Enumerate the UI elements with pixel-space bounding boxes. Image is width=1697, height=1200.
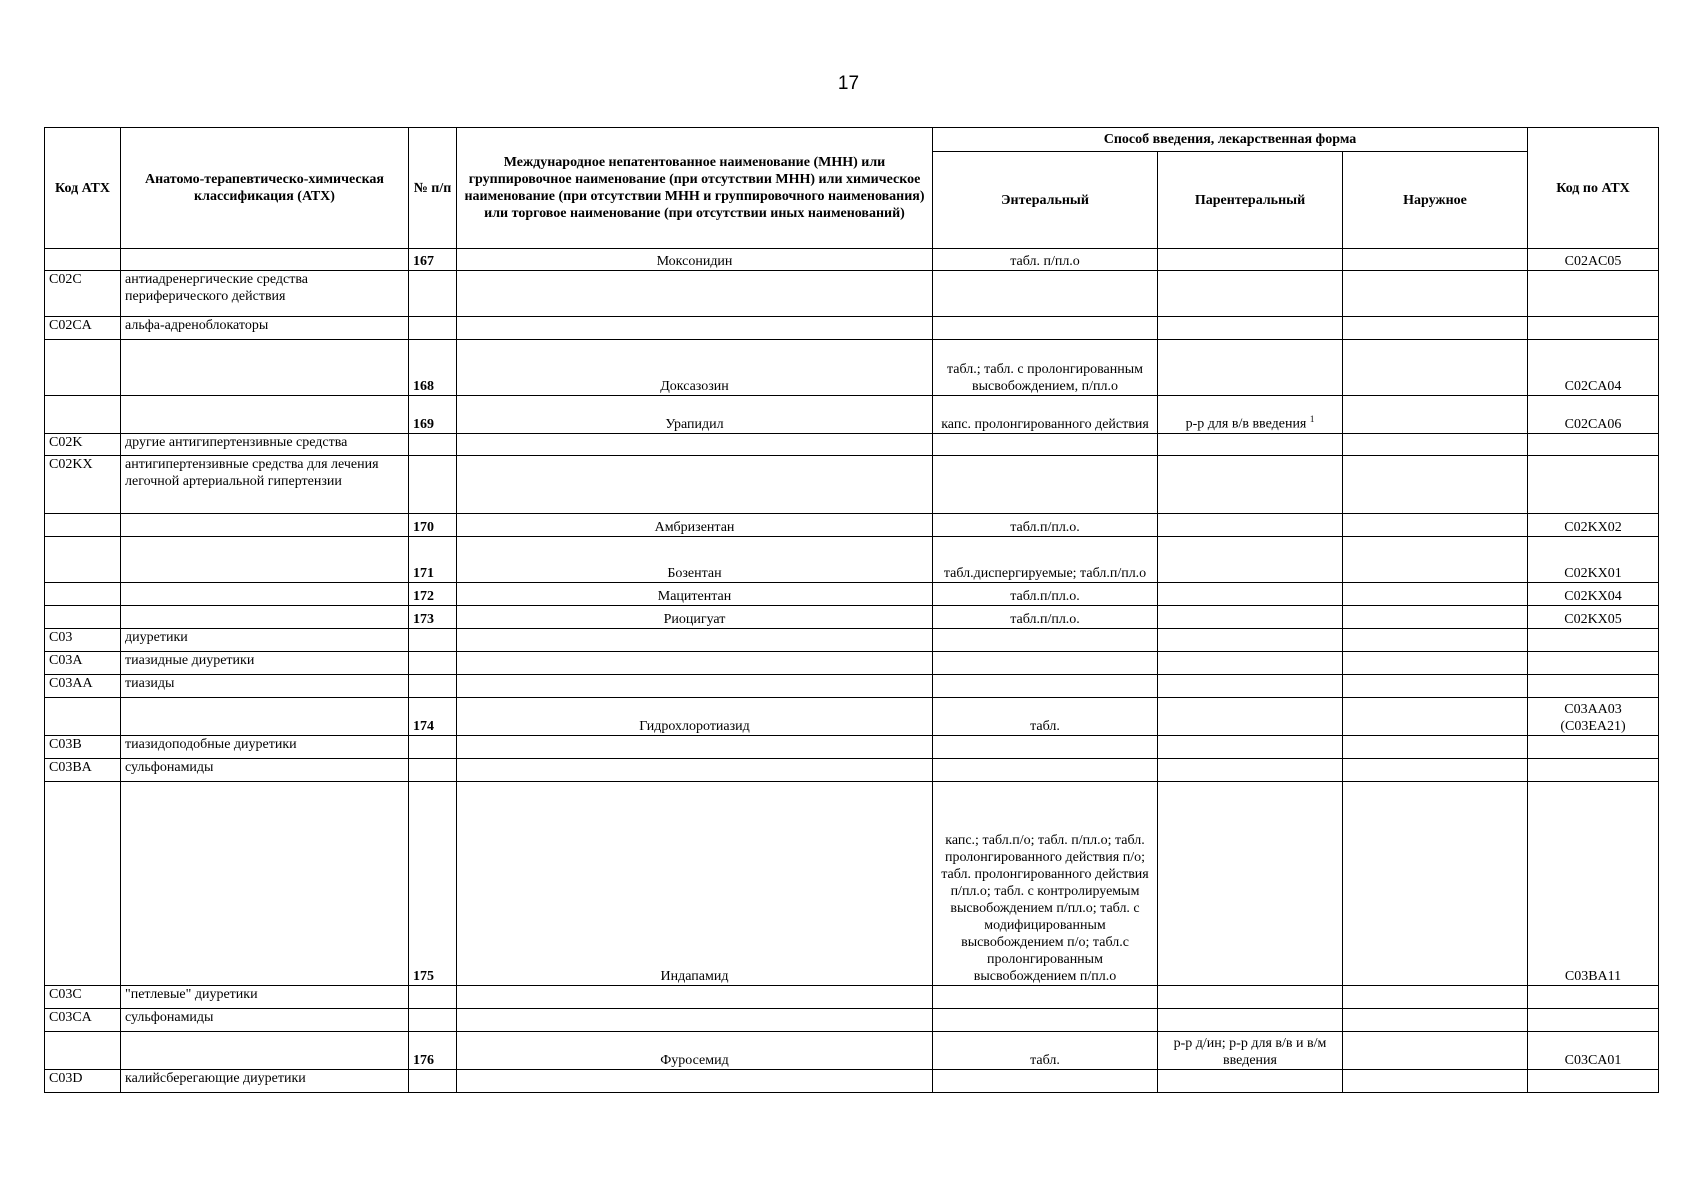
- row-enteral-form: [933, 629, 1158, 652]
- row-classification: [121, 606, 409, 629]
- row-classification: [121, 317, 409, 340]
- row-code: [45, 396, 121, 434]
- row-parenteral-form: [1158, 396, 1343, 434]
- row-drug-name-text: Риоцигуат: [663, 612, 726, 627]
- row-atc-code: [1528, 317, 1659, 340]
- row-enteral-form-text: табл. п/пл.о: [1010, 254, 1080, 269]
- row-classification: [121, 434, 409, 456]
- row-enteral-form: [933, 1070, 1158, 1093]
- row-number: [409, 652, 457, 675]
- row-classification-text: диуретики: [125, 630, 188, 645]
- row-atc-code: [1528, 1032, 1659, 1070]
- row-atc-code: [1528, 1009, 1659, 1032]
- table-row: [45, 271, 1659, 317]
- row-number-text: 169: [413, 417, 434, 432]
- row-parenteral-form: [1158, 782, 1343, 986]
- row-code: [45, 606, 121, 629]
- row-parenteral-form: [1158, 1009, 1343, 1032]
- row-external-form: [1343, 583, 1528, 606]
- row-external-form: [1343, 759, 1528, 782]
- row-code: [45, 1070, 121, 1093]
- row-classification: [121, 698, 409, 736]
- row-code: [45, 759, 121, 782]
- row-external-form: [1343, 1070, 1528, 1093]
- row-classification: [121, 537, 409, 583]
- row-parenteral-form: [1158, 249, 1343, 271]
- drug-list-table: [44, 127, 1659, 1093]
- row-drug-name: [457, 396, 933, 434]
- table-row: [45, 456, 1659, 514]
- row-classification: [121, 736, 409, 759]
- row-enteral-form: [933, 1009, 1158, 1032]
- row-drug-name-text: Гидрохлоротиазид: [639, 719, 750, 734]
- row-external-form: [1343, 1009, 1528, 1032]
- row-parenteral-form: [1158, 456, 1343, 514]
- row-external-form: [1343, 317, 1528, 340]
- row-number: [409, 396, 457, 434]
- row-number-text: 172: [413, 589, 434, 604]
- row-number-text: 168: [413, 379, 434, 394]
- row-classification: [121, 1070, 409, 1093]
- row-number: [409, 456, 457, 514]
- row-atc-code: [1528, 514, 1659, 537]
- row-drug-name-text: Мацитентан: [657, 589, 732, 604]
- row-atc-code: [1528, 271, 1659, 317]
- row-external-form: [1343, 1032, 1528, 1070]
- row-drug-name: [457, 736, 933, 759]
- row-enteral-form-text: табл.: [1030, 719, 1060, 734]
- row-drug-name: [457, 514, 933, 537]
- row-atc-code: [1528, 583, 1659, 606]
- row-classification-text: "петлевые" диуретики: [125, 987, 258, 1002]
- row-drug-name: [457, 698, 933, 736]
- row-drug-name: [457, 317, 933, 340]
- row-enteral-form: [933, 317, 1158, 340]
- header-name: Международное непатентованное наименование (МНН) или группировочное наименование (при отсутствии МНН) или химическое наименование (при отсутствии МНН и группировочного наименования) или торговое наименование (при отсутствии иных наименований): [457, 128, 933, 249]
- row-number: [409, 249, 457, 271]
- table-row: [45, 317, 1659, 340]
- row-atc-code: [1528, 629, 1659, 652]
- table-row: [45, 249, 1659, 271]
- row-number: [409, 340, 457, 396]
- row-external-form: [1343, 986, 1528, 1009]
- row-number: [409, 986, 457, 1009]
- row-code: [45, 317, 121, 340]
- row-drug-name: [457, 782, 933, 986]
- row-classification: [121, 652, 409, 675]
- row-parenteral-form: [1158, 583, 1343, 606]
- row-atc-code: [1528, 782, 1659, 986]
- row-enteral-form: [933, 986, 1158, 1009]
- row-code: [45, 736, 121, 759]
- row-code: [45, 434, 121, 456]
- row-drug-name-text: Урапидил: [665, 417, 724, 432]
- row-enteral-form: [933, 396, 1158, 434]
- row-drug-name-text: Бозентан: [667, 566, 722, 581]
- row-drug-name: [457, 434, 933, 456]
- row-atc-code: [1528, 759, 1659, 782]
- table-row: [45, 629, 1659, 652]
- row-atc-code-text: C03BA11: [1564, 969, 1622, 984]
- row-enteral-form: [933, 675, 1158, 698]
- row-classification: [121, 629, 409, 652]
- row-classification: [121, 583, 409, 606]
- row-enteral-form: [933, 340, 1158, 396]
- row-code-text: C03C: [49, 987, 82, 1002]
- row-enteral-form: [933, 1032, 1158, 1070]
- row-number: [409, 698, 457, 736]
- row-number: [409, 1009, 457, 1032]
- row-drug-name: [457, 340, 933, 396]
- table-row: [45, 514, 1659, 537]
- row-enteral-form: [933, 434, 1158, 456]
- row-atc-code-text: C02CA04: [1564, 379, 1622, 394]
- row-number: [409, 606, 457, 629]
- row-code: [45, 456, 121, 514]
- header-parenteral: Парентеральный: [1158, 152, 1343, 249]
- row-external-form: [1343, 340, 1528, 396]
- row-atc-code-text: C02KX01: [1564, 566, 1622, 581]
- row-number: [409, 583, 457, 606]
- row-enteral-form: [933, 698, 1158, 736]
- row-number: [409, 1032, 457, 1070]
- row-code: [45, 514, 121, 537]
- row-number-text: 175: [413, 969, 434, 984]
- row-enteral-form: [933, 514, 1158, 537]
- row-number-text: 174: [413, 719, 434, 734]
- table-row: [45, 583, 1659, 606]
- row-enteral-form: [933, 583, 1158, 606]
- row-atc-code: [1528, 1070, 1659, 1093]
- row-parenteral-form: [1158, 629, 1343, 652]
- header-atc-code: Код по АТХ: [1528, 128, 1659, 249]
- row-classification: [121, 514, 409, 537]
- row-parenteral-form: [1158, 652, 1343, 675]
- row-atc-code-text: C02KX04: [1564, 589, 1622, 604]
- row-atc-code-text: C02CA06: [1564, 417, 1622, 432]
- row-enteral-form-text: табл.п/пл.о.: [1010, 589, 1080, 604]
- table-row: [45, 1070, 1659, 1093]
- row-code-text: C02CA: [49, 318, 92, 333]
- row-classification-text: антиадренергические средства периферического действия: [125, 272, 308, 304]
- row-external-form: [1343, 675, 1528, 698]
- row-number: [409, 271, 457, 317]
- row-drug-name-text: Амбризентан: [654, 520, 735, 535]
- row-external-form: [1343, 736, 1528, 759]
- row-drug-name: [457, 583, 933, 606]
- row-code-text: C03AA: [49, 676, 93, 691]
- row-atc-code: [1528, 652, 1659, 675]
- table-row: [45, 675, 1659, 698]
- row-atc-code: [1528, 606, 1659, 629]
- row-atc-code: [1528, 456, 1659, 514]
- row-external-form: [1343, 652, 1528, 675]
- row-parenteral-form-text: р-р для в/в введения: [1185, 417, 1307, 432]
- row-external-form: [1343, 606, 1528, 629]
- row-code: [45, 675, 121, 698]
- row-parenteral-form: [1158, 736, 1343, 759]
- row-code-text: C03B: [49, 737, 82, 752]
- header-number: № п/п: [409, 128, 457, 249]
- row-classification-text: тиазидные диуретики: [125, 653, 255, 668]
- row-external-form: [1343, 456, 1528, 514]
- row-classification: [121, 396, 409, 434]
- table-row: [45, 1009, 1659, 1032]
- row-atc-code: [1528, 249, 1659, 271]
- row-drug-name: [457, 675, 933, 698]
- row-classification: [121, 1032, 409, 1070]
- row-enteral-form: [933, 606, 1158, 629]
- row-external-form: [1343, 629, 1528, 652]
- row-atc-code-text: C02KX05: [1564, 612, 1622, 627]
- row-classification: [121, 782, 409, 986]
- row-code: [45, 1032, 121, 1070]
- row-external-form: [1343, 396, 1528, 434]
- row-atc-code-text: C02KX02: [1564, 520, 1622, 535]
- table-header: [45, 128, 1659, 249]
- row-classification-text: антигипертензивные средства для лечения легочной артериальной гипертензии: [125, 457, 379, 489]
- row-external-form: [1343, 514, 1528, 537]
- row-atc-code: [1528, 396, 1659, 434]
- row-atc-code-text: C03AA03 (C03EA21): [1560, 702, 1626, 734]
- row-drug-name: [457, 1070, 933, 1093]
- table-row: [45, 652, 1659, 675]
- table-row: [45, 736, 1659, 759]
- row-classification: [121, 675, 409, 698]
- row-atc-code: [1528, 434, 1659, 456]
- row-number-text: 170: [413, 520, 434, 535]
- row-atc-code-text: C02AC05: [1564, 254, 1622, 269]
- table-row: [45, 434, 1659, 456]
- row-code: [45, 340, 121, 396]
- row-drug-name: [457, 1032, 933, 1070]
- row-code: [45, 986, 121, 1009]
- row-atc-code: [1528, 537, 1659, 583]
- row-number-text: 167: [413, 254, 434, 269]
- row-code-text: C02K: [49, 435, 83, 450]
- row-external-form: [1343, 537, 1528, 583]
- row-external-form: [1343, 698, 1528, 736]
- table-row: [45, 606, 1659, 629]
- row-classification: [121, 271, 409, 317]
- table-row: [45, 698, 1659, 736]
- row-enteral-form: [933, 249, 1158, 271]
- row-parenteral-form: [1158, 317, 1343, 340]
- row-parenteral-form: [1158, 1032, 1343, 1070]
- row-number: [409, 317, 457, 340]
- row-drug-name: [457, 652, 933, 675]
- row-classification: [121, 456, 409, 514]
- row-code: [45, 271, 121, 317]
- row-code: [45, 629, 121, 652]
- table-row: [45, 759, 1659, 782]
- row-drug-name: [457, 1009, 933, 1032]
- row-parenteral-form: [1158, 698, 1343, 736]
- row-classification-text: альфа-адреноблокаторы: [125, 318, 269, 333]
- row-enteral-form: [933, 537, 1158, 583]
- table-row: [45, 1032, 1659, 1070]
- row-code-text: C03A: [49, 653, 83, 668]
- row-code: [45, 1009, 121, 1032]
- row-atc-code-text: C03CA01: [1564, 1053, 1622, 1068]
- row-parenteral-form-text: р-р д/ин; р-р для в/в и в/м введения: [1173, 1036, 1327, 1068]
- row-number: [409, 514, 457, 537]
- row-classification-text: калийсберегающие диуретики: [125, 1071, 306, 1086]
- row-atc-code: [1528, 736, 1659, 759]
- row-enteral-form-text: капс. пролонгированного действия: [941, 417, 1149, 432]
- row-number: [409, 675, 457, 698]
- row-parenteral-form: [1158, 986, 1343, 1009]
- row-atc-code: [1528, 986, 1659, 1009]
- row-classification-text: другие антигипертензивные средства: [125, 435, 348, 450]
- row-number: [409, 1070, 457, 1093]
- row-parenteral-form: [1158, 271, 1343, 317]
- table-body: [45, 249, 1659, 1093]
- row-classification-text: тиазидоподобные диуретики: [125, 737, 297, 752]
- table-row: [45, 537, 1659, 583]
- header-code: Код АТХ: [45, 128, 121, 249]
- row-atc-code: [1528, 698, 1659, 736]
- row-code-text: C03CA: [49, 1010, 92, 1025]
- row-enteral-form: [933, 271, 1158, 317]
- row-drug-name: [457, 606, 933, 629]
- row-parenteral-form: [1158, 514, 1343, 537]
- footnote-marker: 1: [1309, 414, 1315, 425]
- row-classification: [121, 986, 409, 1009]
- table-row: [45, 986, 1659, 1009]
- row-enteral-form-text: табл.: [1030, 1053, 1060, 1068]
- row-classification-text: сульфонамиды: [125, 760, 214, 775]
- row-parenteral-form: [1158, 759, 1343, 782]
- row-parenteral-form: [1158, 340, 1343, 396]
- row-drug-name-text: Моксонидин: [656, 254, 733, 269]
- row-classification: [121, 759, 409, 782]
- row-classification: [121, 1009, 409, 1032]
- row-parenteral-form: [1158, 434, 1343, 456]
- row-code: [45, 698, 121, 736]
- row-code-text: C02KX: [49, 457, 93, 472]
- row-drug-name: [457, 249, 933, 271]
- table-row: [45, 340, 1659, 396]
- row-code-text: C03: [49, 630, 73, 645]
- row-external-form: [1343, 249, 1528, 271]
- row-code: [45, 782, 121, 986]
- row-number: [409, 434, 457, 456]
- row-parenteral-form: [1158, 1070, 1343, 1093]
- row-drug-name: [457, 986, 933, 1009]
- row-enteral-form: [933, 652, 1158, 675]
- row-code: [45, 583, 121, 606]
- row-classification-text: сульфонамиды: [125, 1010, 214, 1025]
- row-external-form: [1343, 782, 1528, 986]
- row-parenteral-form: [1158, 537, 1343, 583]
- row-atc-code: [1528, 340, 1659, 396]
- row-drug-name: [457, 271, 933, 317]
- row-classification: [121, 340, 409, 396]
- row-number: [409, 629, 457, 652]
- row-number: [409, 736, 457, 759]
- row-enteral-form: [933, 456, 1158, 514]
- row-drug-name: [457, 456, 933, 514]
- row-code-text: C03BA: [49, 760, 92, 775]
- row-drug-name-text: Доксазозин: [660, 379, 729, 394]
- row-atc-code: [1528, 675, 1659, 698]
- row-code: [45, 652, 121, 675]
- row-enteral-form: [933, 736, 1158, 759]
- page-number: 17: [837, 73, 860, 94]
- row-code-text: C03D: [49, 1071, 83, 1086]
- header-classification: Анатомо-терапевтическо-химическая классификация (АТХ): [121, 128, 409, 249]
- row-number-text: 173: [413, 612, 434, 627]
- row-drug-name: [457, 759, 933, 782]
- row-drug-name-text: Индапамид: [660, 969, 729, 984]
- row-number-text: 171: [413, 566, 434, 581]
- row-enteral-form-text: табл.п/пл.о.: [1010, 520, 1080, 535]
- row-parenteral-form: [1158, 675, 1343, 698]
- row-enteral-form-text: табл.п/пл.о.: [1010, 612, 1080, 627]
- row-enteral-form-text: капс.; табл.п/о; табл. п/пл.о; табл. пролонгированного действия п/о; табл. пролонгированного действия п/пл.о; табл. с контролируемым высвобождением п/пл.о; табл. с модифицированным высвобождением п/о; табл.с пролонгированным высвобождением п/пл.о: [941, 833, 1149, 984]
- row-number: [409, 759, 457, 782]
- table-row: [45, 782, 1659, 986]
- row-drug-name: [457, 629, 933, 652]
- row-parenteral-form: [1158, 606, 1343, 629]
- row-number: [409, 537, 457, 583]
- table-row: [45, 396, 1659, 434]
- row-enteral-form: [933, 759, 1158, 782]
- row-code: [45, 249, 121, 271]
- row-enteral-form-text: табл.; табл. с пролонгированным высвобождением, п/пл.о: [946, 362, 1144, 394]
- row-external-form: [1343, 271, 1528, 317]
- row-number-text: 176: [413, 1053, 434, 1068]
- row-external-form: [1343, 434, 1528, 456]
- header-enteral: Энтеральный: [933, 152, 1158, 249]
- row-drug-name: [457, 537, 933, 583]
- row-code: [45, 537, 121, 583]
- header-external: Наружное: [1343, 152, 1528, 249]
- row-drug-name-text: Фуросемид: [660, 1053, 729, 1068]
- row-classification-text: тиазиды: [125, 676, 175, 691]
- row-number: [409, 782, 457, 986]
- row-classification: [121, 249, 409, 271]
- row-enteral-form: [933, 782, 1158, 986]
- row-enteral-form-text: табл.диспергируемые; табл.п/пл.о: [943, 566, 1147, 581]
- header-route-group: Способ введения, лекарственная форма: [933, 128, 1528, 152]
- row-code-text: C02C: [49, 272, 82, 287]
